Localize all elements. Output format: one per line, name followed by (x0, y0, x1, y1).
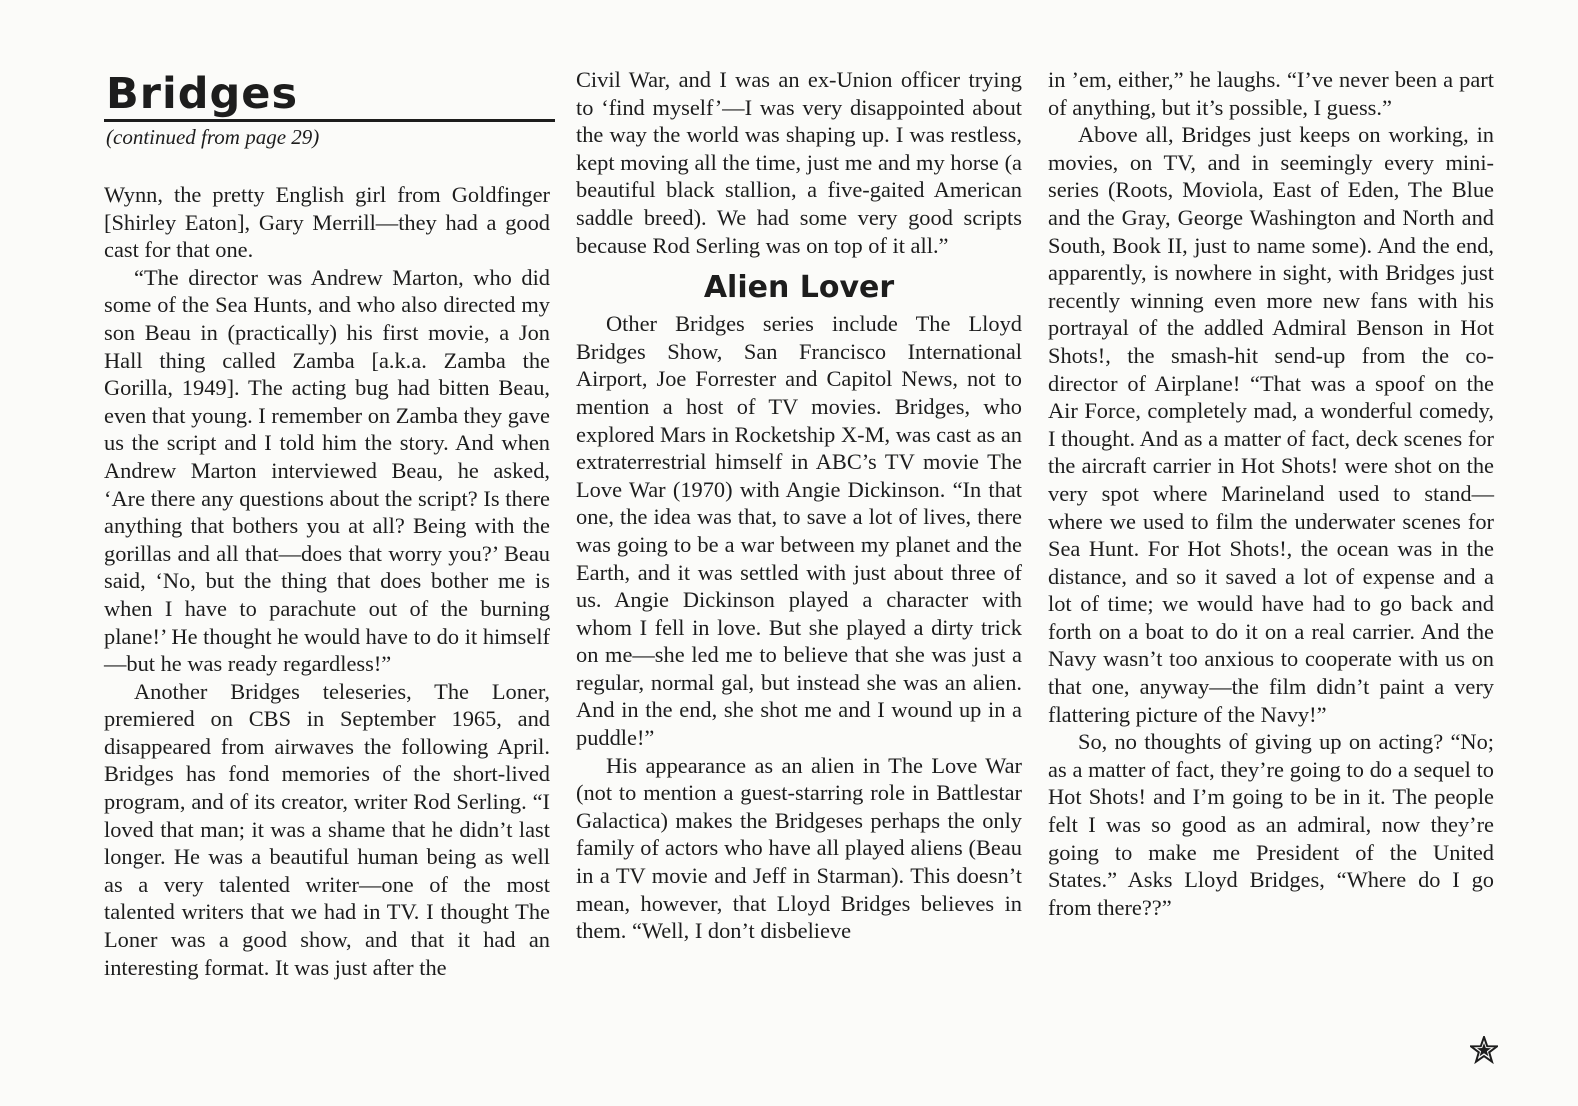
paragraph: Civil War, and I was an ex-Union officer trying to ‘find myself’—I was very disappointed about the way the world was shaping up. I was restless, kept moving all the time, just me and my horse (a beautiful black stallion, a five-gaited American saddle breed). We had some very good scripts because Rod Serling was on top of it all.” (576, 67, 1022, 258)
continued-note: (continued from page 29) (106, 125, 320, 149)
column-1 (104, 66, 550, 981)
column-3 (1048, 66, 1494, 921)
title-rule (104, 119, 555, 122)
section-heading: Alien Lover (703, 270, 895, 306)
article-title: Bridges (106, 69, 299, 119)
star-icon (1470, 1036, 1498, 1064)
column-2 (576, 66, 1022, 945)
paragraph: Wynn, the pretty English girl from Goldfinger [Shirley Eaton], Gary Merrill—they had a good cast for that one. (104, 182, 550, 263)
paragraph: So, no thoughts of giving up on acting? “No; as a matter of fact, they’re going to do a sequel to Hot Shots! and I’m going to be in it. The people felt I was so good as an admiral, now they’re going to make me President of the United States.” Asks Lloyd Bridges, “Where do I go from there??” (1048, 729, 1494, 920)
paragraph: in ’em, either,” he laughs. “I’ve never been a part of anything, but it’s possible, I guess.” (1048, 67, 1494, 120)
paragraph: “The director was Andrew Marton, who did some of the Sea Hunts, and who also directed my son Beau in (practically) his first movie, a Jon Hall thing called Zamba [a.k.a. Zamba the Gorilla, 1949]. The acting bug had bitten Beau, even that young. I remember on Zamba they gave us the script and I told him the story. And when Andrew Marton interviewed Beau, he asked, ‘Are there any questions about the script? Is there anything that bothers you at all? Being with the gorillas and all that—does that worry you?’ Beau said, ‘No, but the thing that does bother me is when I have to parachute out of the burning plane!’ He thought he would have to do it himself—but he was ready regardless!” (104, 264, 550, 677)
paragraph: Another Bridges teleseries, The Loner, premiered on CBS in September 1965, and disappeared from airwaves the following April. Bridges has fond memories of the short-lived program, and of its creator, writer Rod Serling. “I loved that man; it was a shame that he didn’t last longer. He was a beautiful human being as well as a very talented writer—one of the most talented writers that we had in TV. I thought The Loner was a good show, and that it had an interesting format. It was just after the (104, 678, 550, 980)
paragraph: His appearance as an alien in The Love War (not to mention a guest-starring role in Battlestar Galactica) makes the Bridgeses perhaps the only family of actors who have all played aliens (Beau in a TV movie and Jeff in Starman). This doesn’t mean, however, that Lloyd Bridges believes in them. “Well, I don’t disbelieve (576, 752, 1022, 944)
spacer (104, 151, 550, 181)
paragraph: Other Bridges series include The Lloyd Bridges Show, San Francisco International Airport, Joe Forrester and Capitol News, not to mention a host of TV movies. Bridges, who explored Mars in Rocketship X-M, was cast as an extraterrestrial himself in ABC’s TV movie The Love War (1970) with Angie Dickinson. “In that one, the idea was that, to save a lot of lives, there was going to be a war between my planet and the Earth, and it was settled with just about three of us. Angie Dickinson played a character with whom I fell in love. But she played a dirty trick on me—she led me to believe that she was just a regular, normal gal, but instead she was an alien. And in the end, she shot me and I wound up in a puddle!” (576, 311, 1022, 751)
paragraph: Above all, Bridges just keeps on working, in movies, on TV, and in seemingly every mini-series (Roots, Moviola, East of Eden, The Blue and the Gray, George Washington and North and South, Book II, just to name some). And the end, apparently, is nowhere in sight, with Bridges just recently winning even more new fans with his portrayal of the addled Admiral Benson in Hot Shots!, the smash-hit send-up from the co-director of Airplane! “That was a spoof on the Air Force, completely mad, a wonderful comedy, I thought. And as a matter of fact, deck scenes for the aircraft carrier in Hot Shots! were shot on the very spot where Marineland used to stand—where we used to film the underwater scenes for Sea Hunt. For Hot Shots!, the ocean was in the distance, and so it saved a lot of expense and a lot of time; we would have had to go back and forth on a boat to do it on a real carrier. And the Navy wasn’t too anxious to cooperate with us on that one, anyway—the film didn’t paint a very flattering picture of the Navy!” (1048, 122, 1494, 727)
